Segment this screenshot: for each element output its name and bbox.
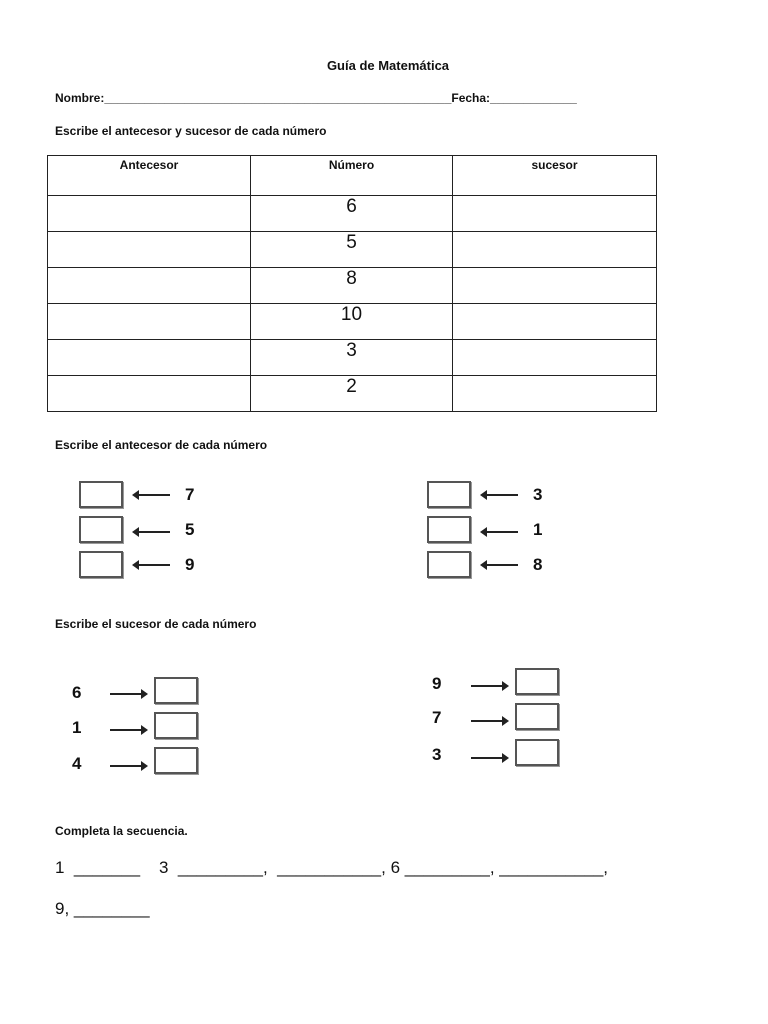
arrow-right-icon bbox=[110, 729, 142, 731]
answer-box[interactable] bbox=[154, 677, 198, 704]
arrow-left-icon bbox=[138, 564, 170, 566]
table-header-row bbox=[48, 156, 657, 196]
antecessor-cell[interactable] bbox=[48, 304, 251, 340]
answer-box[interactable] bbox=[79, 516, 123, 543]
answer-box[interactable] bbox=[79, 551, 123, 578]
given-number: 5 bbox=[185, 520, 195, 539]
given-number: 1 bbox=[533, 520, 543, 539]
given-number: 3 bbox=[432, 745, 442, 764]
successor-cell[interactable] bbox=[453, 376, 657, 412]
successor-cell[interactable] bbox=[453, 304, 657, 340]
answer-box[interactable] bbox=[154, 747, 198, 774]
table-row bbox=[48, 232, 657, 268]
arrow-left-icon bbox=[138, 531, 170, 533]
given-number: 6 bbox=[72, 683, 82, 702]
answer-box[interactable] bbox=[79, 481, 123, 508]
answer-box[interactable] bbox=[427, 481, 471, 508]
table-row bbox=[48, 376, 657, 412]
given-number: 1 bbox=[72, 718, 82, 737]
page-title: Guía de Matemática bbox=[326, 58, 450, 73]
answer-box[interactable] bbox=[515, 739, 559, 766]
answer-box[interactable] bbox=[427, 516, 471, 543]
given-number: 9 bbox=[185, 555, 195, 574]
answer-box[interactable] bbox=[515, 668, 559, 695]
header-antecessor: Antecesor bbox=[48, 156, 251, 196]
number-cell: 2 bbox=[251, 376, 453, 412]
antecessor-cell[interactable] bbox=[48, 376, 251, 412]
instruction-antecessor: Escribe el antecesor de cada número bbox=[55, 438, 268, 452]
answer-box[interactable] bbox=[515, 703, 559, 730]
sequence-line-2[interactable]: 9, ________ bbox=[55, 899, 150, 918]
header-number: Número bbox=[251, 156, 453, 196]
arrow-right-icon bbox=[471, 720, 503, 722]
header-successor: sucesor bbox=[453, 156, 657, 196]
given-number: 8 bbox=[533, 555, 543, 574]
instruction-sequence: Completa la secuencia. bbox=[55, 824, 188, 838]
arrow-left-icon bbox=[486, 494, 518, 496]
number-cell: 8 bbox=[251, 268, 453, 304]
table-row bbox=[48, 268, 657, 304]
successor-cell[interactable] bbox=[453, 268, 657, 304]
arrow-left-icon bbox=[486, 531, 518, 533]
given-number: 7 bbox=[185, 485, 195, 504]
given-number: 9 bbox=[432, 674, 442, 693]
name-date-line: Nombre:____________________________________________________Fecha:_____________ bbox=[55, 91, 577, 105]
antecessor-cell[interactable] bbox=[48, 268, 251, 304]
antecessor-cell[interactable] bbox=[48, 196, 251, 232]
instruction-antecessor-successor: Escribe el antecesor y sucesor de cada número bbox=[55, 124, 327, 138]
answer-box[interactable] bbox=[154, 712, 198, 739]
arrow-left-icon bbox=[486, 564, 518, 566]
given-number: 7 bbox=[432, 708, 442, 727]
table-row bbox=[48, 340, 657, 376]
table-row bbox=[48, 304, 657, 340]
number-cell: 6 bbox=[251, 196, 453, 232]
arrow-right-icon bbox=[110, 693, 142, 695]
antecessor-successor-table bbox=[47, 155, 657, 412]
number-cell: 10 bbox=[251, 304, 453, 340]
successor-cell[interactable] bbox=[453, 232, 657, 268]
answer-box[interactable] bbox=[427, 551, 471, 578]
given-number: 4 bbox=[72, 754, 82, 773]
antecessor-cell[interactable] bbox=[48, 232, 251, 268]
number-cell: 5 bbox=[251, 232, 453, 268]
successor-cell[interactable] bbox=[453, 340, 657, 376]
sequence-line-1[interactable]: 1 _______ 3 _________, ___________, 6 _________, ___________, bbox=[55, 858, 609, 877]
instruction-successor: Escribe el sucesor de cada número bbox=[55, 617, 257, 631]
arrow-left-icon bbox=[138, 494, 170, 496]
table-row bbox=[48, 196, 657, 232]
arrow-right-icon bbox=[471, 685, 503, 687]
given-number: 3 bbox=[533, 485, 543, 504]
antecessor-cell[interactable] bbox=[48, 340, 251, 376]
arrow-right-icon bbox=[110, 765, 142, 767]
successor-cell[interactable] bbox=[453, 196, 657, 232]
arrow-right-icon bbox=[471, 757, 503, 759]
number-cell: 3 bbox=[251, 340, 453, 376]
